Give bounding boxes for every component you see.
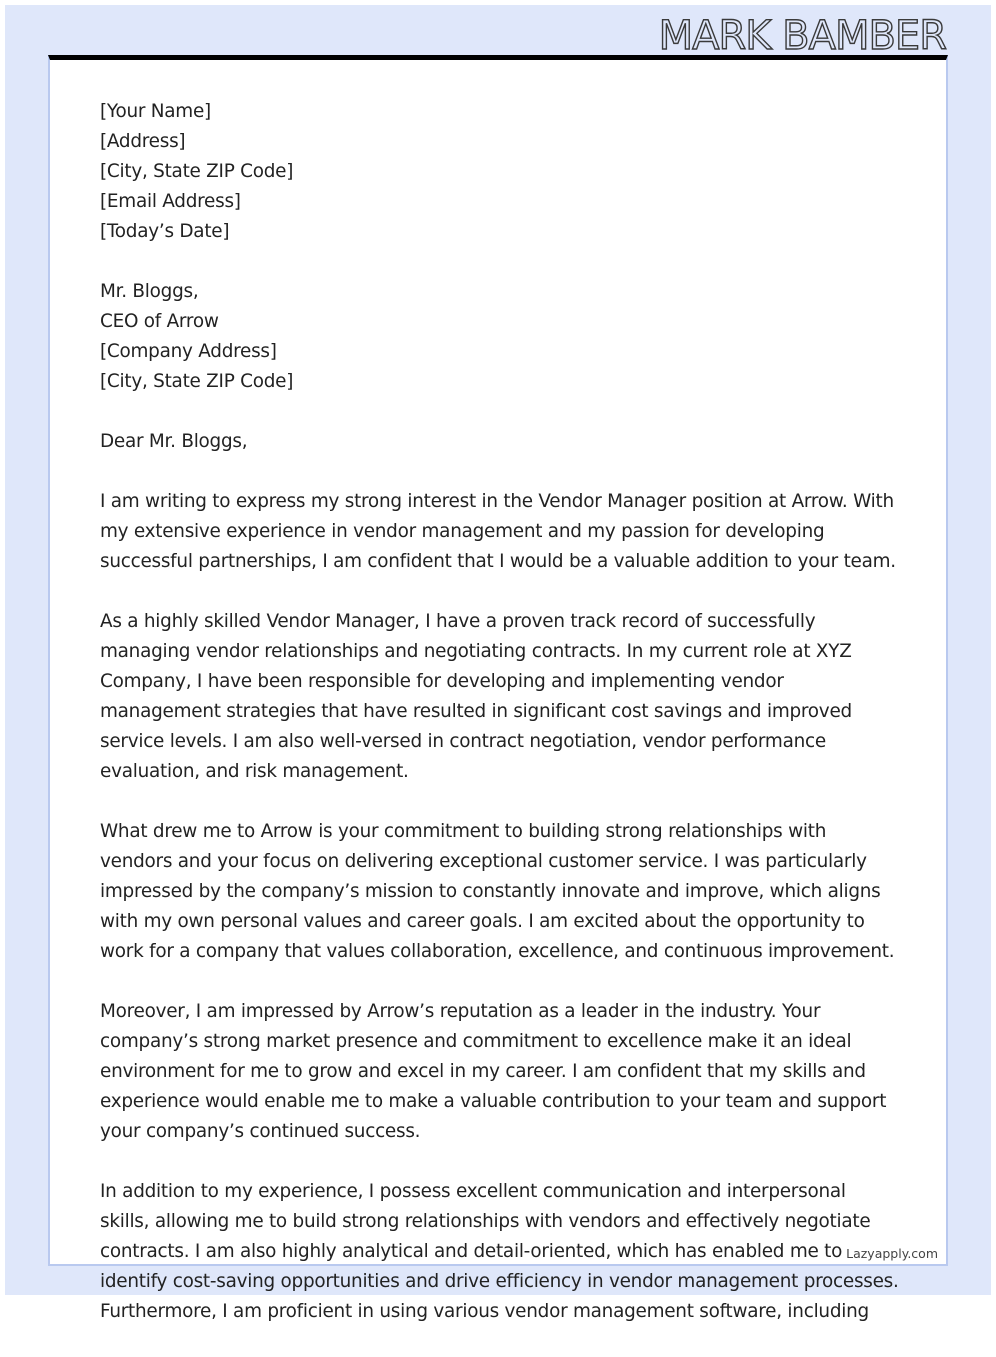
sender-email: [Email Address] [100,191,241,212]
sender-name: [Your Name] [100,101,211,122]
body-paragraph-5: In addition to my experience, I possess excellent communication and interpersonal skills, allowing me to build strong relationships with vendors and effectively negotiate contracts. I am also highly analytical and detail-oriented, which has enabled me to identify cost-saving opportunities and drive efficiency in vendor management processes. Furthermore, I am proficient in using various vendor management software, including [100,1181,899,1322]
sender-address: [Address] [100,131,186,152]
body-paragraph-4: Moreover, I am impressed by Arrow’s reputation as a leader in the industry. Your company’s strong market presence and commitment to excellence make it an ideal environment for me to grow and excel in my career. I am confident that my skills and experience would enable me to make a valuable contribution to your team and support your company’s continued success. [100,1001,887,1142]
sender-block [100,97,900,247]
salutation: Dear Mr. Bloggs, [100,431,248,452]
body-paragraph-3: What drew me to Arrow is your commitment to building strong relationships with vendors and your focus on delivering exceptional customer service. I was particularly impressed by the company’s mission to constantly innovate and improve, which aligns with my own personal values and career goals. I am excited about the opportunity to work for a company that values collaboration, excellence, and continuous improvement. [100,821,895,962]
recipient-city-state-zip: [City, State ZIP Code] [100,371,294,392]
sender-city-state-zip: [City, State ZIP Code] [100,161,294,182]
applicant-name-heading: MARK BAMBER [658,13,946,59]
recipient-title: CEO of Arrow [100,311,219,332]
body-paragraph-1: I am writing to express my strong interest in the Vendor Manager position at Arrow. With my extensive experience in vendor management and my passion for developing successful partnerships, I am confident that I would be a valuable addition to your team. [100,491,896,572]
letter-date: [Today’s Date] [100,221,230,242]
watermark: Lazyapply.com [846,1246,938,1261]
recipient-block [100,277,900,397]
body-paragraph-2: As a highly skilled Vendor Manager, I have a proven track record of successfully managing vendor relationships and negotiating contracts. In my current role at XYZ Company, I have been responsible for developing and implementing vendor management strategies that have resulted in significant cost savings and improved service levels. I am also well-versed in contract negotiation, vendor performance evaluation, and risk management. [100,611,852,782]
recipient-address: [Company Address] [100,341,277,362]
letter-body [100,97,900,1357]
recipient-name: Mr. Bloggs, [100,281,199,302]
